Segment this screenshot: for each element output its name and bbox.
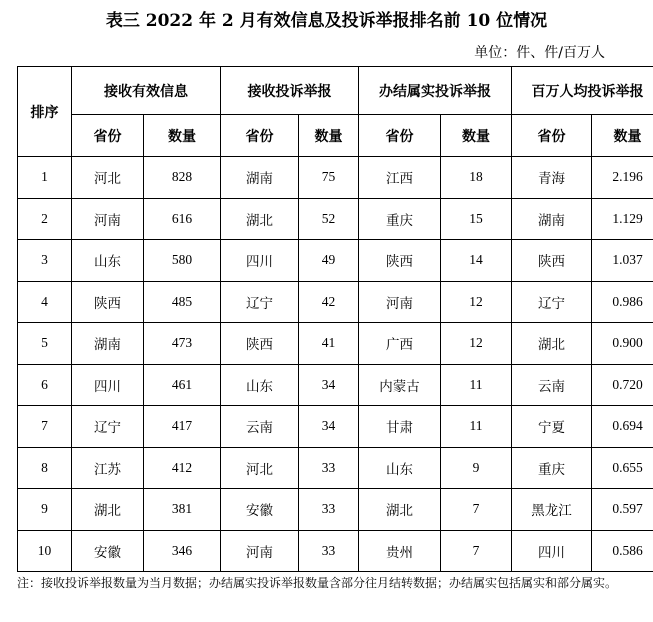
province-cell: 湖北: [221, 198, 299, 240]
count-cell: 52: [299, 198, 359, 240]
table-row: [18, 406, 653, 448]
count-cell: 14: [441, 240, 512, 282]
footnote: 注：接收投诉举报数量为当月数据；办结属实投诉举报数量含部分往月结转数据；办结属实包括属实和部分属实。: [17, 576, 618, 590]
count-cell: 34: [299, 406, 359, 448]
province-cell: 江苏: [72, 447, 144, 489]
province-cell: 江西: [359, 157, 441, 199]
province-cell: 湖南: [221, 157, 299, 199]
table-row: [18, 240, 653, 282]
table-row: [18, 198, 653, 240]
province-cell: 湖北: [512, 323, 592, 365]
count-cell: 33: [299, 447, 359, 489]
group-header: 办结属实投诉举报: [359, 67, 512, 115]
count-cell: 2.196: [592, 157, 653, 199]
province-cell: 山东: [72, 240, 144, 282]
count-cell: 9: [441, 447, 512, 489]
ranking-table: [17, 66, 653, 572]
count-cell: 0.655: [592, 447, 653, 489]
count-cell: 580: [144, 240, 221, 282]
province-cell: 河北: [221, 447, 299, 489]
count-cell: 33: [299, 530, 359, 572]
count-cell: 11: [441, 406, 512, 448]
rank-header: 排序: [18, 67, 72, 157]
province-cell: 贵州: [359, 530, 441, 572]
province-cell: 河北: [72, 157, 144, 199]
province-cell: 河南: [221, 530, 299, 572]
count-cell: 0.720: [592, 364, 653, 406]
province-cell: 湖南: [512, 198, 592, 240]
count-cell: 0.586: [592, 530, 653, 572]
count-cell: 0.597: [592, 489, 653, 531]
group-header: 百万人均投诉举报: [512, 67, 653, 115]
unit-label: 单位：件、件/百万人: [474, 45, 605, 61]
rank-cell: 4: [18, 281, 72, 323]
table-row: [18, 489, 653, 531]
province-cell: 安徽: [72, 530, 144, 572]
count-cell: 12: [441, 281, 512, 323]
count-cell: 33: [299, 489, 359, 531]
group-header: 接收投诉举报: [221, 67, 359, 115]
rank-cell: 5: [18, 323, 72, 365]
province-cell: 湖北: [359, 489, 441, 531]
count-cell: 7: [441, 530, 512, 572]
province-cell: 陕西: [72, 281, 144, 323]
province-cell: 辽宁: [221, 281, 299, 323]
province-cell: 四川: [512, 530, 592, 572]
sub-header: 省份: [359, 115, 441, 157]
count-cell: 42: [299, 281, 359, 323]
sub-header: 数量: [299, 115, 359, 157]
province-cell: 广西: [359, 323, 441, 365]
count-cell: 1.129: [592, 198, 653, 240]
province-cell: 湖北: [72, 489, 144, 531]
province-cell: 河南: [72, 198, 144, 240]
province-cell: 宁夏: [512, 406, 592, 448]
rank-cell: 10: [18, 530, 72, 572]
count-cell: 41: [299, 323, 359, 365]
province-cell: 山东: [359, 447, 441, 489]
table-row: [18, 323, 653, 365]
count-cell: 34: [299, 364, 359, 406]
sub-header: 数量: [144, 115, 221, 157]
count-cell: 49: [299, 240, 359, 282]
province-cell: 河南: [359, 281, 441, 323]
count-cell: 485: [144, 281, 221, 323]
province-cell: 重庆: [359, 198, 441, 240]
rank-cell: 3: [18, 240, 72, 282]
count-cell: 616: [144, 198, 221, 240]
province-cell: 青海: [512, 157, 592, 199]
count-cell: 11: [441, 364, 512, 406]
sub-header: 省份: [512, 115, 592, 157]
count-cell: 75: [299, 157, 359, 199]
header-row-sub: [18, 115, 653, 157]
count-cell: 0.986: [592, 281, 653, 323]
count-cell: 828: [144, 157, 221, 199]
table-row: [18, 281, 653, 323]
table-row: [18, 364, 653, 406]
count-cell: 412: [144, 447, 221, 489]
sub-header: 省份: [221, 115, 299, 157]
sub-header: 数量: [592, 115, 653, 157]
province-cell: 陕西: [359, 240, 441, 282]
rank-cell: 9: [18, 489, 72, 531]
sub-header: 省份: [72, 115, 144, 157]
count-cell: 15: [441, 198, 512, 240]
rank-cell: 8: [18, 447, 72, 489]
count-cell: 0.900: [592, 323, 653, 365]
table-body: [18, 157, 653, 572]
rank-cell: 6: [18, 364, 72, 406]
province-cell: 山东: [221, 364, 299, 406]
count-cell: 12: [441, 323, 512, 365]
table-row: [18, 447, 653, 489]
province-cell: 辽宁: [512, 281, 592, 323]
sub-header: 数量: [441, 115, 512, 157]
province-cell: 内蒙古: [359, 364, 441, 406]
province-cell: 湖南: [72, 323, 144, 365]
province-cell: 重庆: [512, 447, 592, 489]
header-row-groups: [18, 67, 653, 115]
table-row: [18, 530, 653, 572]
province-cell: 云南: [512, 364, 592, 406]
province-cell: 四川: [72, 364, 144, 406]
province-cell: 黑龙江: [512, 489, 592, 531]
province-cell: 辽宁: [72, 406, 144, 448]
province-cell: 陕西: [512, 240, 592, 282]
count-cell: 346: [144, 530, 221, 572]
rank-cell: 2: [18, 198, 72, 240]
province-cell: 甘肃: [359, 406, 441, 448]
count-cell: 417: [144, 406, 221, 448]
table-row: [18, 157, 653, 199]
rank-cell: 7: [18, 406, 72, 448]
province-cell: 四川: [221, 240, 299, 282]
count-cell: 7: [441, 489, 512, 531]
count-cell: 473: [144, 323, 221, 365]
count-cell: 461: [144, 364, 221, 406]
count-cell: 0.694: [592, 406, 653, 448]
group-header: 接收有效信息: [72, 67, 221, 115]
rank-cell: 1: [18, 157, 72, 199]
province-cell: 安徽: [221, 489, 299, 531]
count-cell: 1.037: [592, 240, 653, 282]
table-title: 表三 2022 年 2 月有效信息及投诉举报排名前 10 位情况: [105, 11, 548, 31]
count-cell: 381: [144, 489, 221, 531]
count-cell: 18: [441, 157, 512, 199]
province-cell: 陕西: [221, 323, 299, 365]
province-cell: 云南: [221, 406, 299, 448]
